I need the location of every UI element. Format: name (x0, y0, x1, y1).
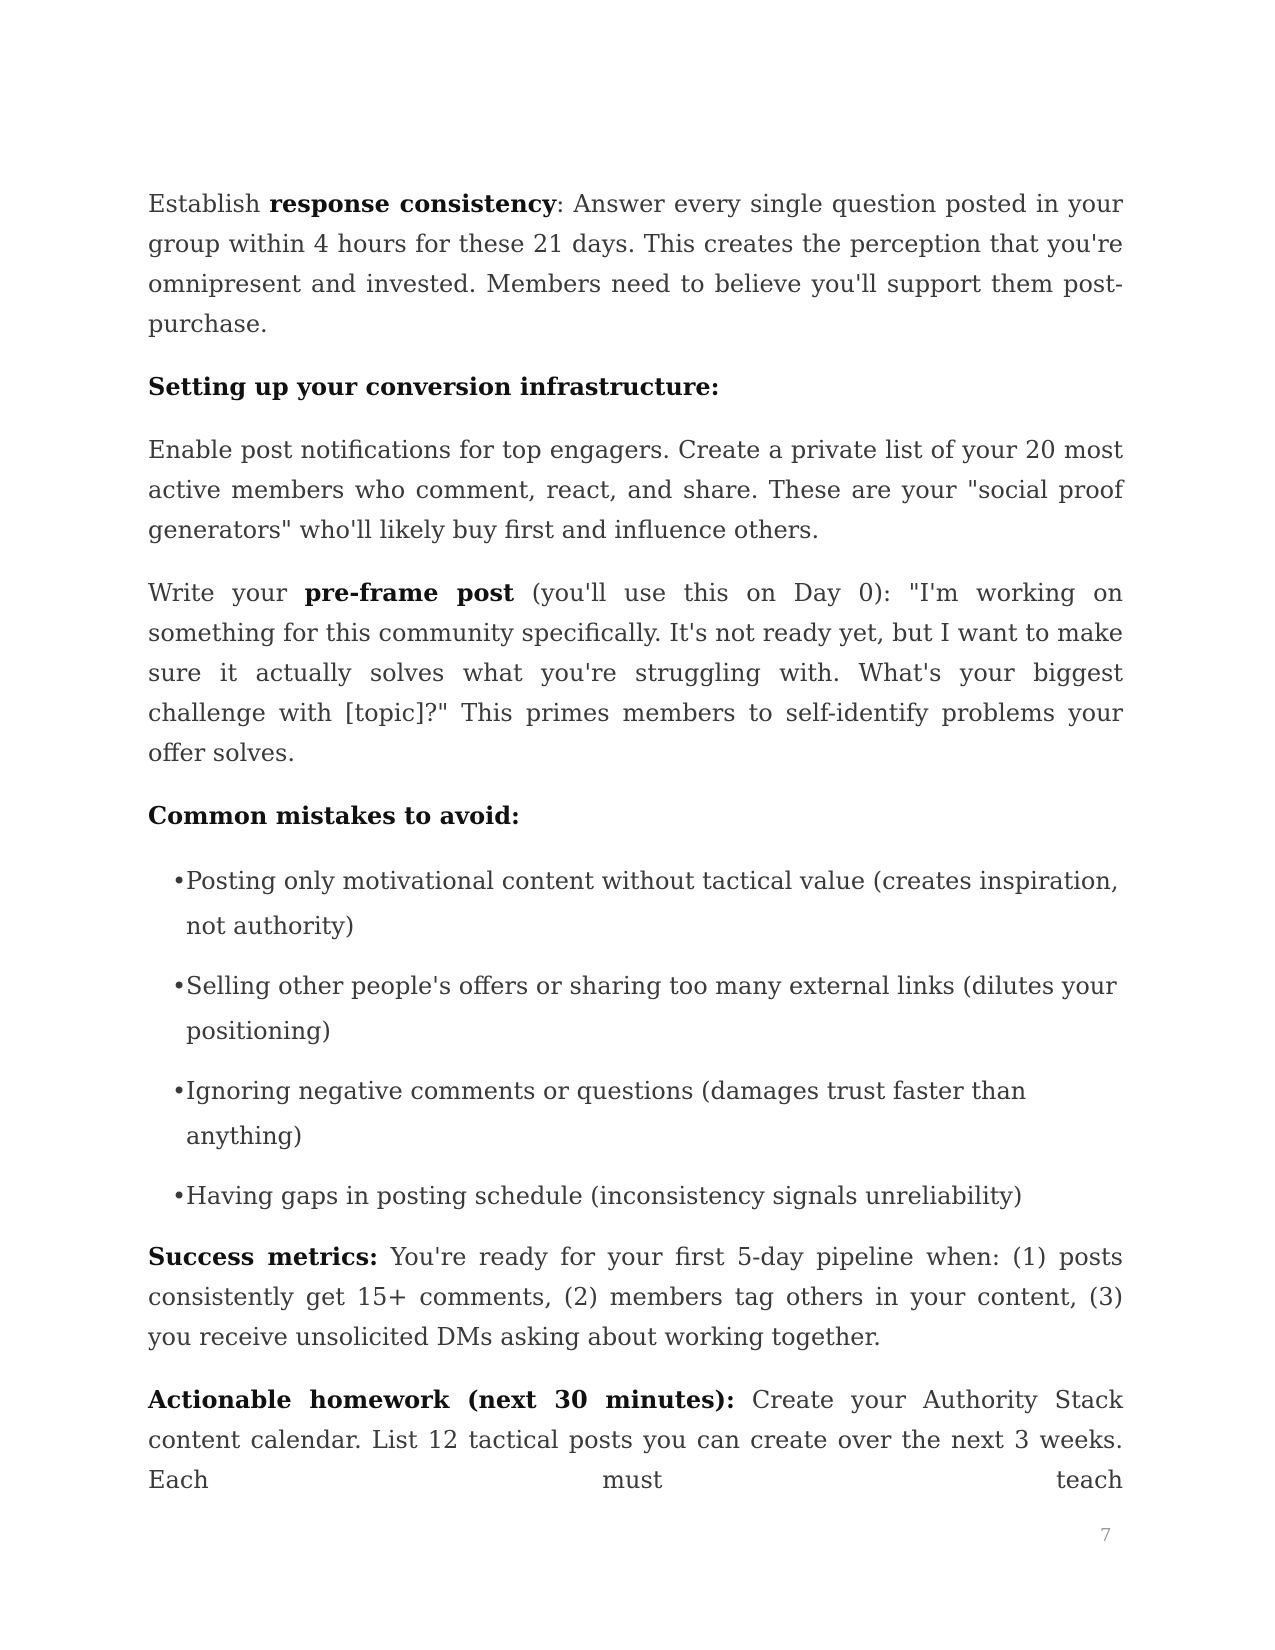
text: (you'll use this on Day 0): "I'm working on something for this community specifically. It's not ready yet, but I want to make sure it actually solves what you're struggling with. What's your biggest challenge with [topic]?" This primes members to self-identify problems your offer solves. (148, 579, 1124, 767)
section-heading-infrastructure: Setting up your conversion infrastructure: (148, 372, 720, 401)
list-item-text: Ignoring negative comments or questions (damages trust faster than anything) (186, 1077, 1027, 1150)
text: Establish (148, 190, 270, 218)
bold-term: Actionable homework (next 30 minutes): (148, 1385, 735, 1414)
bullet-icon: • (172, 1077, 187, 1105)
text: You're ready for your first 5-day pipeline when: (1) posts consistently get 15+ comments, (2) members tag others in your content, (3) you receive unsolicited DMs asking about working together. (148, 1243, 1123, 1351)
bold-term: Success metrics: (148, 1242, 379, 1271)
list-item (174, 964, 1123, 1054)
bold-term: response consistency (269, 189, 557, 218)
text: : Answer every single question posted in your group within 4 hours for these 21 days. This creates the perception that you're omnipresent and invested. Members need to believe you'll support them post-purchase. (148, 190, 1124, 338)
paragraph-homework (148, 1380, 1123, 1500)
list-item-text: Having gaps in posting schedule (inconsistency signals unreliability) (186, 1182, 1023, 1210)
paragraph-notifications: Enable post notifications for top engagers. Create a private list of your 20 most active members who comment, react, and share. These are your "social proof generators" who'll likely buy first and influence others. (148, 436, 1123, 544)
bullet-icon: • (172, 972, 187, 1000)
list-item (174, 1069, 1123, 1159)
mistakes-list (148, 859, 1123, 1219)
text: Create your Authority Stack content calendar. List 12 tactical posts you can create over the next 3 weeks. Each must teach (148, 1386, 1123, 1494)
section-heading-mistakes: Common mistakes to avoid: (148, 801, 520, 830)
paragraph-response-consistency (148, 184, 1123, 344)
bullet-icon: • (172, 867, 187, 895)
text: Write your (148, 579, 305, 607)
page-number: 7 (1100, 1525, 1112, 1546)
bold-term: pre-frame post (304, 578, 515, 607)
list-item (174, 1174, 1123, 1219)
list-item-text: Selling other people's offers or sharing too many external links (dilutes your positioning) (186, 972, 1117, 1045)
paragraph-preframe-post (148, 573, 1123, 773)
list-item-text: Posting only motivational content without tactical value (creates inspiration, not authority) (186, 867, 1119, 940)
document-page (148, 184, 1123, 1523)
paragraph-success-metrics (148, 1237, 1123, 1357)
list-item (174, 859, 1123, 949)
bullet-icon: • (172, 1182, 187, 1210)
